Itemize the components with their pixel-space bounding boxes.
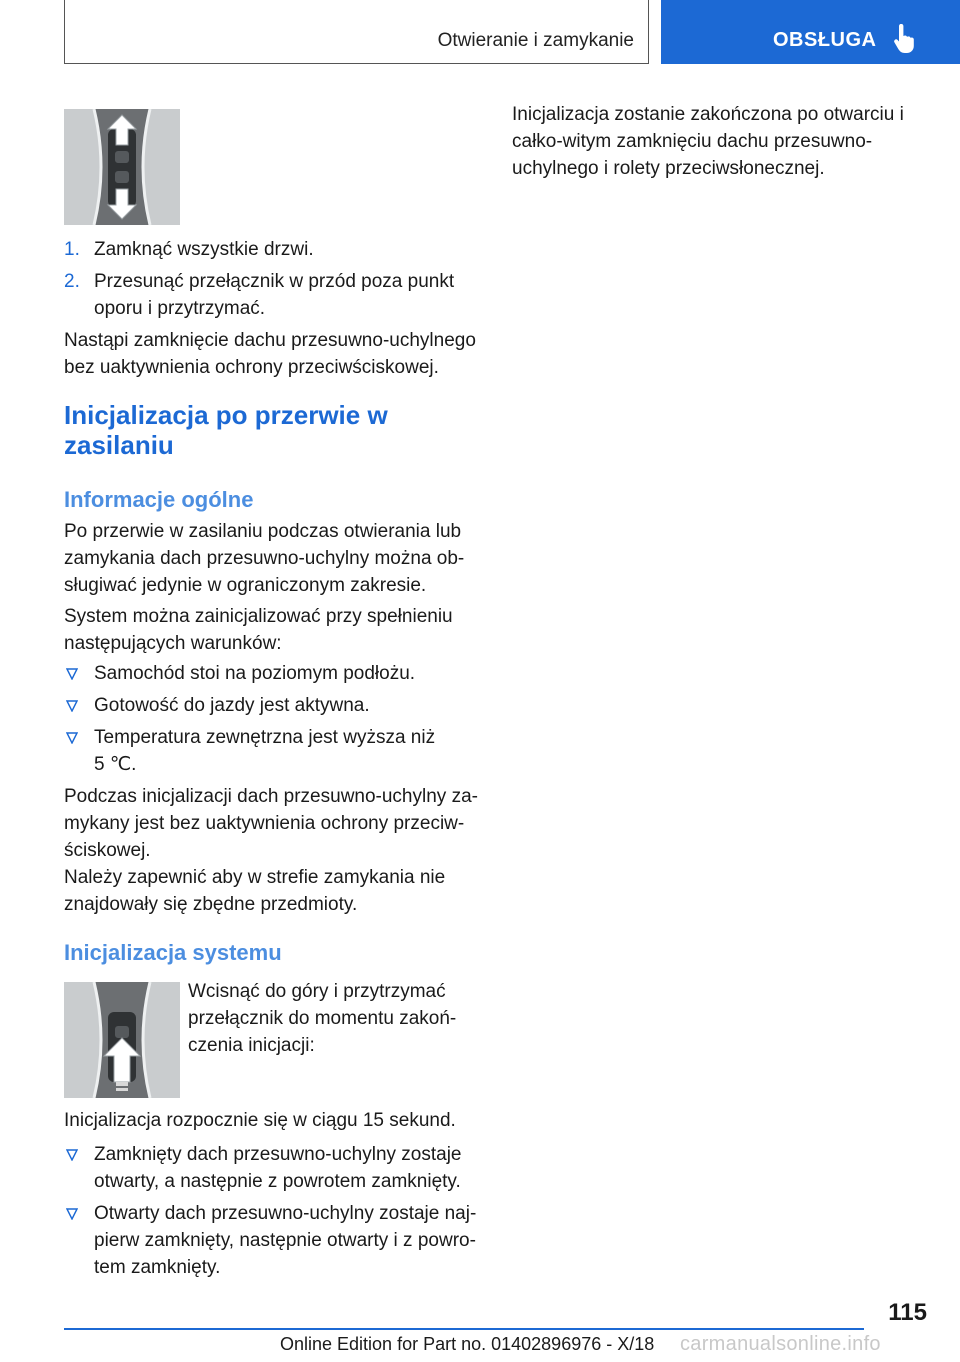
page-number: 115	[888, 1299, 927, 1326]
list-item	[64, 692, 480, 719]
bullet-triangle-icon	[66, 668, 78, 680]
paragraph: Inicjalizacja rozpocznie się w ciągu 15 sekund.	[64, 1110, 456, 1131]
bullet-triangle-icon	[66, 732, 78, 744]
paragraph: Nastąpi zamknięcie dachu przesuwno-uchylnego bez uaktywnienia ochrony przeciwściskowej.	[64, 330, 476, 378]
bullet-triangle-icon	[66, 700, 78, 712]
watermark: carmanualsonline.info	[680, 1333, 881, 1355]
paragraph: Inicjalizacja zostanie zakończona po otwarciu i całko-witym zamknięciu dachu przesuwno-uchylnego i rolety przeciwsłonecznej.	[512, 104, 904, 179]
list-item	[64, 660, 480, 687]
list-item	[64, 236, 480, 263]
list-item	[64, 268, 480, 322]
paragraph: Wcisnąć do góry i przytrzymać przełącznik do momentu zakoń-czenia inicjacji:	[188, 981, 457, 1056]
step-text: Przesunąć przełącznik w przód poza punkt oporu i przytrzymać.	[94, 271, 455, 319]
subsection-heading: Inicjalizacja systemu	[64, 940, 282, 965]
bullet-triangle-icon	[66, 1208, 78, 1220]
list-item	[64, 1200, 480, 1281]
edition-note: Online Edition for Part no. 01402896976 - X/18	[280, 1334, 655, 1354]
chapter-tab[interactable]	[661, 0, 960, 64]
switch-press-photo	[64, 982, 180, 1098]
section-title: Otwieranie i zamykanie	[437, 30, 634, 51]
chapter-tab-label: OBSŁUGA	[773, 29, 877, 51]
condition-text: Gotowość do jazdy jest aktywna.	[94, 695, 370, 716]
step-number: 1.	[64, 239, 80, 260]
step-number: 2.	[64, 271, 80, 292]
outcome-text: Zamknięty dach przesuwno-uchylny zostaje otwarty, a następnie z powrotem zamknięty.	[94, 1144, 462, 1192]
paragraph: Po przerwie w zasilaniu podczas otwierania lub zamykania dach przesuwno-uchylny można ob-sługiwać jedynie w ograniczonym zakresie.	[64, 521, 465, 596]
hand-pointer-icon	[893, 24, 917, 54]
condition-text: Temperatura zewnętrzna jest wyższa niż 5 ℃.	[94, 727, 436, 775]
step-text: Zamknąć wszystkie drzwi.	[94, 239, 314, 260]
paragraph: Podczas inicjalizacji dach przesuwno-uchylny za-mykany jest bez uaktywnienia ochrony przeciw-ściskowej.	[64, 786, 478, 861]
paragraph: Należy zapewnić aby w strefie zamykania nie znajdowały się zbędne przedmioty.	[64, 867, 446, 915]
bullet-triangle-icon	[66, 1149, 78, 1161]
footer-divider	[64, 1328, 864, 1330]
paragraph: System można zainicjalizować przy spełnieniu następujących warunków:	[64, 606, 453, 654]
running-header	[64, 0, 649, 64]
list-item	[64, 1141, 480, 1195]
outcome-text: Otwarty dach przesuwno-uchylny zostaje naj-pierw zamknięty, następnie otwarty i z powro-tem zamknięty.	[94, 1203, 477, 1278]
section-heading: Inicjalizacja po przerwie w zasilaniu	[64, 400, 388, 460]
condition-text: Samochód stoi na poziomym podłożu.	[94, 663, 416, 684]
switch-slide-photo	[64, 109, 180, 225]
list-item	[64, 724, 480, 778]
subsection-heading: Informacje ogólne	[64, 487, 254, 512]
